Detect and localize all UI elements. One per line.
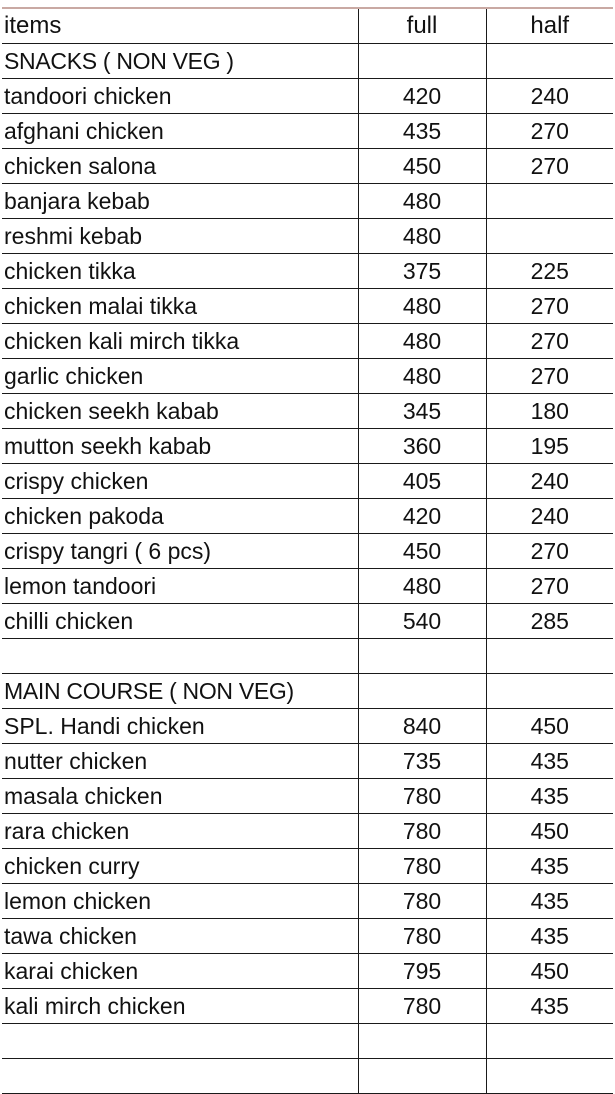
table-row	[2, 604, 613, 639]
table-row	[2, 79, 613, 114]
section-title: SNACKS ( NON VEG )	[2, 44, 358, 79]
blank-row	[2, 1024, 613, 1059]
table-row	[2, 779, 613, 814]
price-half: 270	[486, 534, 613, 569]
price-full: 480	[358, 569, 486, 604]
item-name: kali mirch chicken	[2, 989, 358, 1024]
item-name	[2, 1059, 358, 1094]
table-row	[2, 324, 613, 359]
item-name: afghani chicken	[2, 114, 358, 149]
price-full: 345	[358, 394, 486, 429]
price-full: 480	[358, 289, 486, 324]
item-name: lemon tandoori	[2, 569, 358, 604]
price-half: 270	[486, 289, 613, 324]
price-full: 780	[358, 989, 486, 1024]
item-name: karai chicken	[2, 954, 358, 989]
price-full: 450	[358, 149, 486, 184]
price-full: 480	[358, 184, 486, 219]
item-name: crispy chicken	[2, 464, 358, 499]
price-full: 420	[358, 79, 486, 114]
price-half: 240	[486, 499, 613, 534]
item-name: chicken kali mirch tikka	[2, 324, 358, 359]
item-name: masala chicken	[2, 779, 358, 814]
menu-price-table	[2, 9, 613, 1094]
item-name: chicken curry	[2, 849, 358, 884]
table-row	[2, 359, 613, 394]
price-full: 780	[358, 849, 486, 884]
price-full: 540	[358, 604, 486, 639]
item-name: chicken tikka	[2, 254, 358, 289]
table-row	[2, 394, 613, 429]
table-row	[2, 569, 613, 604]
blank-row	[2, 1059, 613, 1094]
price-half: 450	[486, 954, 613, 989]
price-half: 435	[486, 884, 613, 919]
header-full: full	[358, 9, 486, 44]
price-full	[358, 44, 486, 79]
item-name: SPL. Handi chicken	[2, 709, 358, 744]
price-full	[358, 1059, 486, 1094]
table-row	[2, 989, 613, 1024]
table-row	[2, 429, 613, 464]
item-name: tandoori chicken	[2, 79, 358, 114]
blank-row	[2, 639, 613, 674]
price-half: 435	[486, 744, 613, 779]
section-header-row	[2, 674, 613, 709]
price-half	[486, 219, 613, 254]
section-header-row	[2, 44, 613, 79]
item-name: garlic chicken	[2, 359, 358, 394]
table-row	[2, 954, 613, 989]
item-name: banjara kebab	[2, 184, 358, 219]
price-half	[486, 184, 613, 219]
price-half: 435	[486, 849, 613, 884]
price-full: 735	[358, 744, 486, 779]
price-half: 285	[486, 604, 613, 639]
table-row	[2, 919, 613, 954]
item-name	[2, 1024, 358, 1059]
item-name: chicken malai tikka	[2, 289, 358, 324]
price-half: 270	[486, 324, 613, 359]
table-row	[2, 534, 613, 569]
top-border	[0, 0, 615, 8]
header-items: items	[2, 9, 358, 44]
price-full: 435	[358, 114, 486, 149]
price-full: 450	[358, 534, 486, 569]
price-half	[486, 639, 613, 674]
item-name: rara chicken	[2, 814, 358, 849]
table-row	[2, 814, 613, 849]
price-full	[358, 1024, 486, 1059]
price-half: 435	[486, 779, 613, 814]
item-name: lemon chicken	[2, 884, 358, 919]
price-half: 240	[486, 79, 613, 114]
price-half: 180	[486, 394, 613, 429]
table-row	[2, 149, 613, 184]
item-name: mutton seekh kabab	[2, 429, 358, 464]
item-name: reshmi kebab	[2, 219, 358, 254]
price-full: 780	[358, 884, 486, 919]
price-half: 225	[486, 254, 613, 289]
price-half: 270	[486, 114, 613, 149]
price-half: 270	[486, 359, 613, 394]
price-full: 795	[358, 954, 486, 989]
price-half	[486, 1059, 613, 1094]
price-half: 195	[486, 429, 613, 464]
price-half: 435	[486, 919, 613, 954]
price-half: 435	[486, 989, 613, 1024]
price-full: 420	[358, 499, 486, 534]
section-title: MAIN COURSE ( NON VEG)	[2, 674, 358, 709]
price-full: 480	[358, 359, 486, 394]
price-full: 405	[358, 464, 486, 499]
price-full	[358, 639, 486, 674]
price-half	[486, 1024, 613, 1059]
item-name: chicken pakoda	[2, 499, 358, 534]
table-row	[2, 849, 613, 884]
item-name: chilli chicken	[2, 604, 358, 639]
item-name: tawa chicken	[2, 919, 358, 954]
price-full	[358, 674, 486, 709]
table-row	[2, 884, 613, 919]
price-half: 270	[486, 569, 613, 604]
item-name: chicken salona	[2, 149, 358, 184]
table-row	[2, 499, 613, 534]
price-half	[486, 44, 613, 79]
price-half: 450	[486, 814, 613, 849]
table-row	[2, 289, 613, 324]
table-row	[2, 219, 613, 254]
price-half: 240	[486, 464, 613, 499]
price-full: 780	[358, 919, 486, 954]
table-row	[2, 184, 613, 219]
item-name: chicken seekh kabab	[2, 394, 358, 429]
price-half	[486, 674, 613, 709]
item-name	[2, 639, 358, 674]
price-full: 375	[358, 254, 486, 289]
price-full: 840	[358, 709, 486, 744]
table-row	[2, 114, 613, 149]
table-row	[2, 254, 613, 289]
price-full: 360	[358, 429, 486, 464]
item-name: crispy tangri ( 6 pcs)	[2, 534, 358, 569]
menu-table-body	[2, 9, 613, 1094]
table-row	[2, 744, 613, 779]
header-half: half	[486, 9, 613, 44]
price-full: 780	[358, 814, 486, 849]
item-name: nutter chicken	[2, 744, 358, 779]
price-half: 270	[486, 149, 613, 184]
price-full: 480	[358, 219, 486, 254]
price-full: 780	[358, 779, 486, 814]
table-header-row	[2, 9, 613, 44]
table-row	[2, 464, 613, 499]
price-full: 480	[358, 324, 486, 359]
table-row	[2, 709, 613, 744]
price-half: 450	[486, 709, 613, 744]
